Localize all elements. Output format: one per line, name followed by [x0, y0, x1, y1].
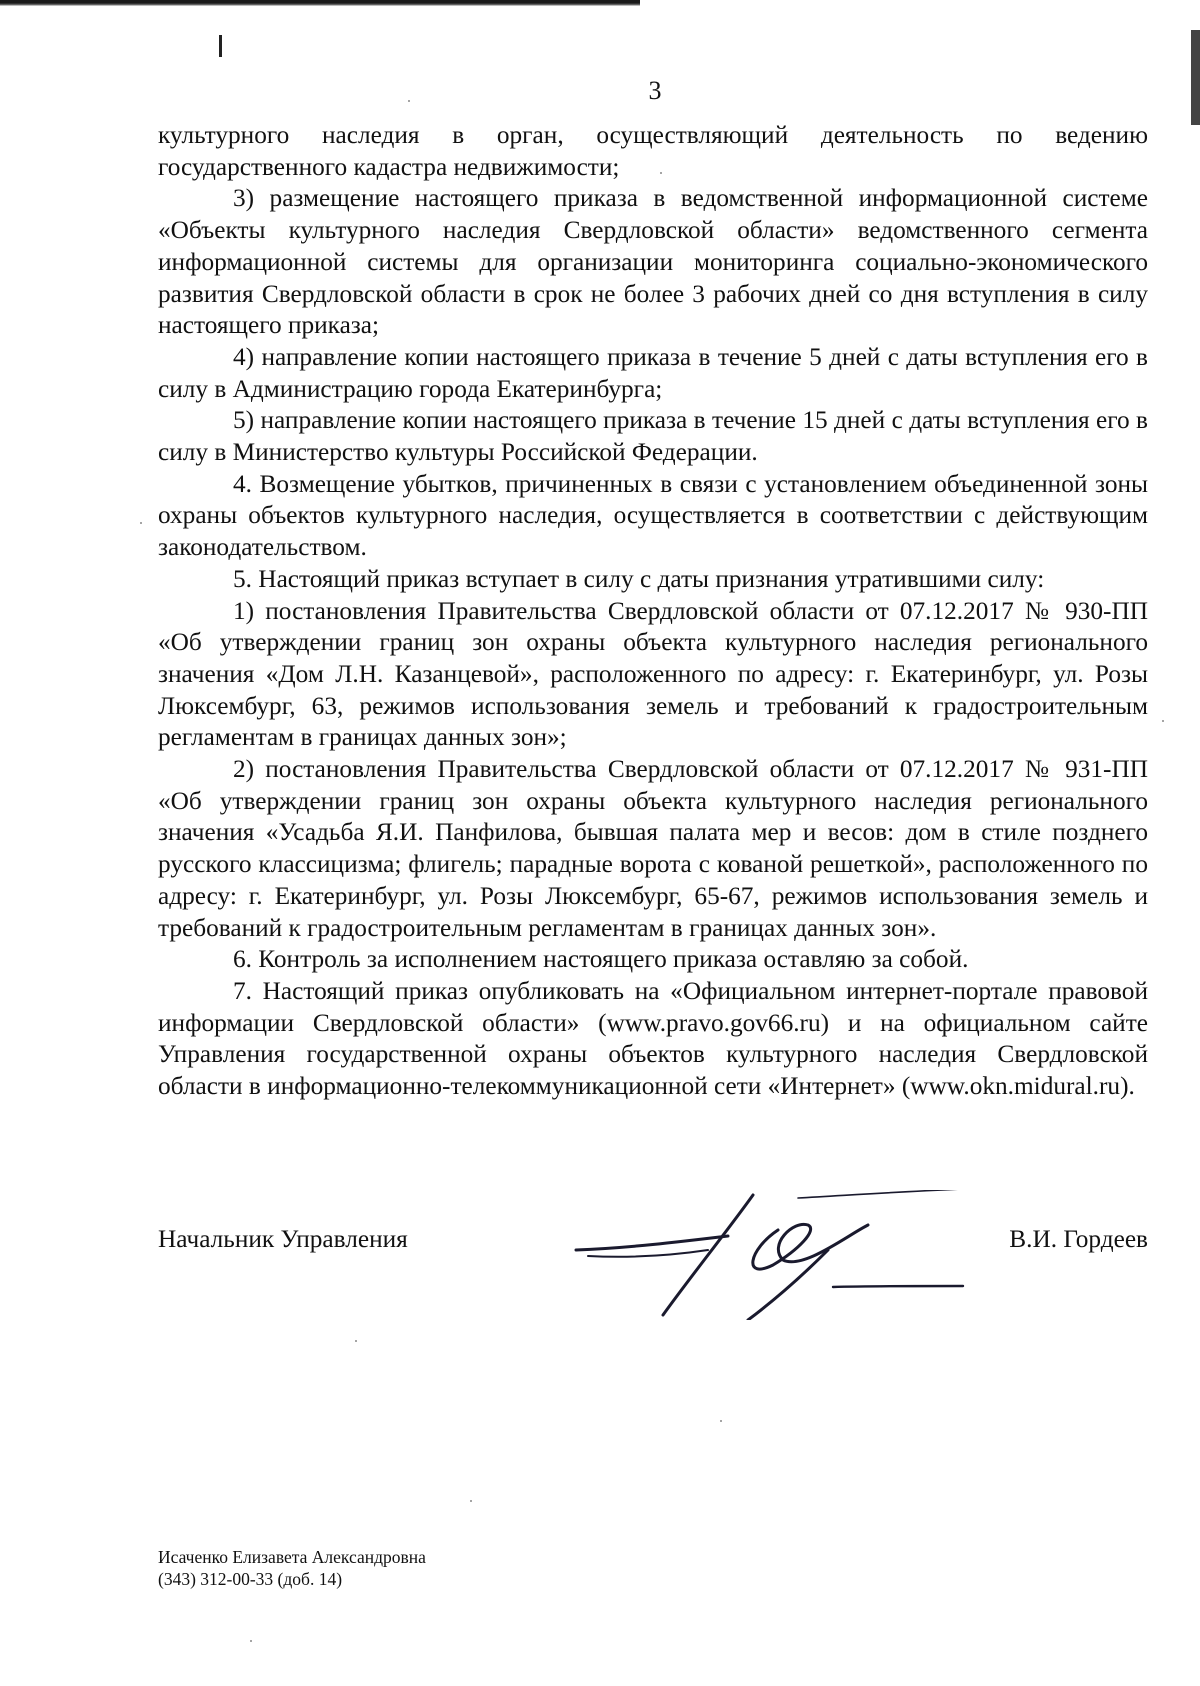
- handwritten-signature: [568, 1190, 998, 1320]
- scan-speck: [140, 522, 142, 524]
- paragraph-clause-5-item-1: 1) постановления Правительства Свердловской области от 07.12.2017 № 930-ПП «Об утверждении границ зон охраны объекта культурного наследия регионального значения «Дом Л.Н. Казанцевой», расположенного по адресу: г. Екатеринбург, ул. Розы Люксембург, 63, режимов использования земель и требований к градостроительным регламентам в границах данных зон»;: [158, 596, 1148, 752]
- paragraph-item-4: 4) направление копии настоящего приказа в течение 5 дней с даты вступления его в силу в Администрацию города Екатеринбурга;: [158, 342, 1148, 403]
- scan-artifact-mark: [219, 35, 222, 57]
- executor-phone: (343) 312-00-33 (доб. 14): [158, 1569, 343, 1589]
- scan-speck: [250, 1640, 252, 1642]
- scan-speck: [355, 1340, 357, 1342]
- page-number: 3: [648, 76, 662, 105]
- scan-border-top: [0, 0, 640, 6]
- document-body: [158, 120, 1148, 1103]
- signatory-name: В.И. Гордеев: [1009, 1225, 1148, 1253]
- scan-speck: [720, 1420, 722, 1422]
- scan-speck: [1162, 720, 1164, 722]
- paragraph-clause-6: 6. Контроль за исполнением настоящего приказа оставляю за собой.: [233, 945, 969, 974]
- signatory-position: Начальник Управления: [158, 1225, 408, 1253]
- paragraph-continuation: культурного наследия в орган, осуществляющий деятельность по ведению государственного кадастра недвижимости;: [158, 121, 1148, 181]
- paragraph-clause-5: 5. Настоящий приказ вступает в силу с даты признания утратившими силу:: [233, 564, 1045, 593]
- paragraph-clause-7: 7. Настоящий приказ опубликовать на «Официальном интернет-портале правовой информации Свердловской области» (www.pravo.gov66.ru) и на официальном сайте Управления государственной охраны объектов культурного наследия Свердловской области в информационно-телекоммуникационной сети «Интернет» (www.okn.midural.ru).: [158, 976, 1148, 1101]
- paragraph-clause-5-item-2: 2) постановления Правительства Свердловской области от 07.12.2017 № 931-ПП «Об утверждении границ зон охраны объекта культурного наследия регионального значения «Усадьба Я.И. Панфилова, бывшая палата мер и весов: дом в стиле позднего русского классицизма; флигель; парадные ворота с кованой решеткой», расположенного по адресу: г. Екатеринбург, ул. Розы Люксембург, 65-67, режимов использования земель и требований к градостроительным регламентам в границах данных зон».: [158, 755, 1148, 942]
- paragraph-item-3: 3) размещение настоящего приказа в ведомственной информационной системе «Объекты культурного наследия Свердловской области» ведомственного сегмента информационной системы для организации мониторинга социально-экономического развития Свердловской области в срок не более 3 рабочих дней со дня вступления в силу настоящего приказа;: [158, 184, 1148, 340]
- paragraph-clause-4: 4. Возмещение убытков, причиненных в связи с установлением объединенной зоны охраны объектов культурного наследия, осуществляется в соответствии с действующим законодательством.: [158, 469, 1148, 562]
- executor-name: Исаченко Елизавета Александровна: [158, 1547, 426, 1567]
- executor-info: [158, 1546, 426, 1590]
- paragraph-item-5: 5) направление копии настоящего приказа в течение 15 дней с даты вступления его в силу в Министерство культуры Российской Федерации.: [158, 406, 1148, 467]
- scan-speck: [470, 1500, 472, 1502]
